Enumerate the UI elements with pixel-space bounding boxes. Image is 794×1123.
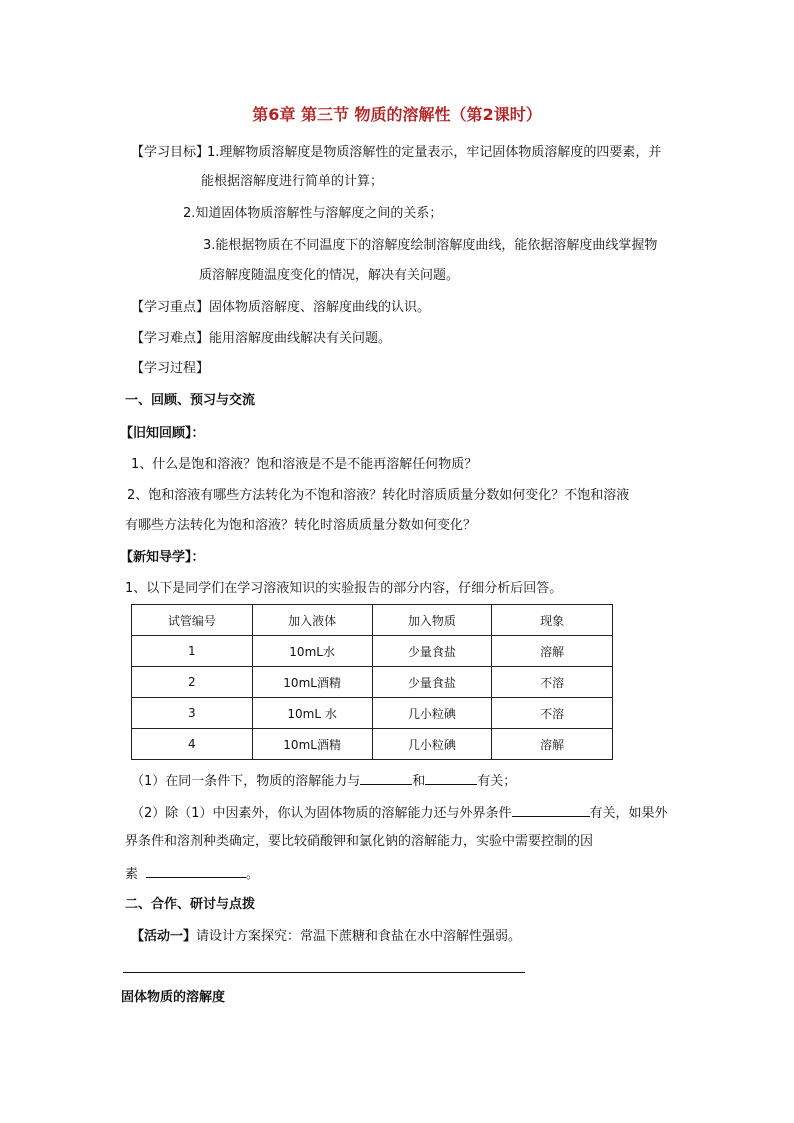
objective-1-line-2: 能根据溶解度进行简单的计算；	[201, 174, 384, 189]
table-row	[132, 667, 613, 698]
key-point-text: 固体物质溶解度、溶解度曲线的认识。	[209, 300, 431, 315]
question-b-text-3: 素	[125, 867, 139, 882]
table-row	[132, 729, 613, 760]
difficulty-label: 【学习难点】	[131, 331, 210, 346]
table-cell: 1	[132, 636, 253, 667]
table-cell: 10mL酒精	[252, 729, 372, 760]
table-cell: 溶解	[492, 636, 613, 667]
new-knowledge-intro: 1、以下是同学们在学习溶液知识的实验报告的部分内容，仔细分析后回答。	[125, 581, 563, 596]
question-b-text-2: 有关，如果外	[589, 806, 668, 821]
review-question-2-line-2: 有哪些方法转化为饱和溶液？转化时溶质质量分数如何变化？	[125, 518, 477, 533]
table-cell: 4	[132, 729, 253, 760]
question-b-text-1: （2）除（1）中因素外，你认为固体物质的溶解能力还与外界条件	[131, 806, 512, 821]
table-cell: 10mL酒精	[252, 667, 372, 698]
objectives-label: 【学习目标】	[131, 145, 210, 160]
table-header: 现象	[492, 605, 613, 636]
difficulty	[131, 330, 391, 348]
table-header-row	[132, 605, 613, 636]
question-a-text-1: （1）在同一条件下，物质的溶解能力与	[131, 774, 361, 789]
table-cell: 不溶	[492, 667, 613, 698]
table-cell: 几小粒碘	[372, 729, 492, 760]
table-cell: 2	[132, 667, 253, 698]
new-knowledge-label: 【新知导学】：	[120, 550, 205, 565]
table-header: 加入液体	[252, 605, 372, 636]
table-row	[132, 636, 613, 667]
table-cell: 几小粒碘	[372, 698, 492, 729]
table-cell: 3	[132, 698, 253, 729]
activity-1	[131, 928, 521, 946]
question-a	[131, 771, 516, 791]
activity-1-label: 【活动一】	[131, 929, 197, 944]
question-b-text-4: 。	[246, 867, 260, 882]
blank-field[interactable]	[360, 771, 412, 785]
table-row	[132, 698, 613, 729]
key-point-label: 【学习重点】	[131, 300, 210, 315]
table-cell: 少量食盐	[372, 667, 492, 698]
blank-field[interactable]	[146, 864, 246, 878]
blank-field[interactable]	[512, 803, 590, 817]
section-1-heading: 一、回顾、预习与交流	[125, 393, 256, 408]
subheading: 固体物质的溶解度	[121, 990, 226, 1005]
table-cell: 10mL水	[252, 636, 372, 667]
table-cell: 溶解	[492, 729, 613, 760]
table-header: 试管编号	[132, 605, 253, 636]
experiment-table	[131, 604, 613, 760]
question-b-line-3	[125, 864, 259, 884]
table-cell: 10mL 水	[252, 698, 372, 729]
question-a-text-2: 和	[412, 774, 426, 789]
activity-1-text: 请设计方案探究：常温下蔗糖和食盐在水中溶解性强弱。	[196, 929, 522, 944]
key-point	[131, 299, 430, 317]
review-question-2-line-1: 2、饱和溶液有哪些方法转化为不饱和溶液？转化时溶质质量分数如何变化？不饱和溶液	[127, 488, 630, 503]
objective-1-line-1: 1.理解物质溶解度是物质溶解性的定量表示，牢记固体物质溶解度的四要素，并	[207, 145, 662, 160]
blank-field[interactable]	[425, 771, 477, 785]
objective-3-line-2: 质溶解度随温度变化的情况，解决有关问题。	[199, 268, 460, 283]
table-cell: 少量食盐	[372, 636, 492, 667]
process-label: 【学习过程】	[131, 361, 210, 376]
question-a-text-3: 有关；	[477, 774, 517, 789]
question-b-line-2: 界条件和溶剂种类确定，要比较硝酸钾和氯化钠的溶解能力，实验中需要控制的因	[125, 834, 594, 849]
page-title: 第6章 第三节 物质的溶解性（第2课时）	[252, 105, 542, 124]
objective-3-line-1: 3.能根据物质在不同温度下的溶解度绘制溶解度曲线，能依据溶解度曲线掌握物	[203, 238, 658, 253]
question-b-line-1	[131, 803, 668, 823]
difficulty-text: 能用溶解度曲线解决有关问题。	[209, 331, 392, 346]
table-cell: 不溶	[492, 698, 613, 729]
table-header: 加入物质	[372, 605, 492, 636]
objective-2: 2.知道固体物质溶解性与溶解度之间的关系；	[183, 206, 443, 221]
review-label: 【旧知回顾】：	[120, 426, 205, 441]
review-question-1: 1、什么是饱和溶液？饱和溶液是不是不能再溶解任何物质？	[131, 457, 478, 472]
section-2-heading: 二、合作、研讨与点拨	[125, 897, 256, 912]
answer-line[interactable]	[123, 972, 525, 973]
